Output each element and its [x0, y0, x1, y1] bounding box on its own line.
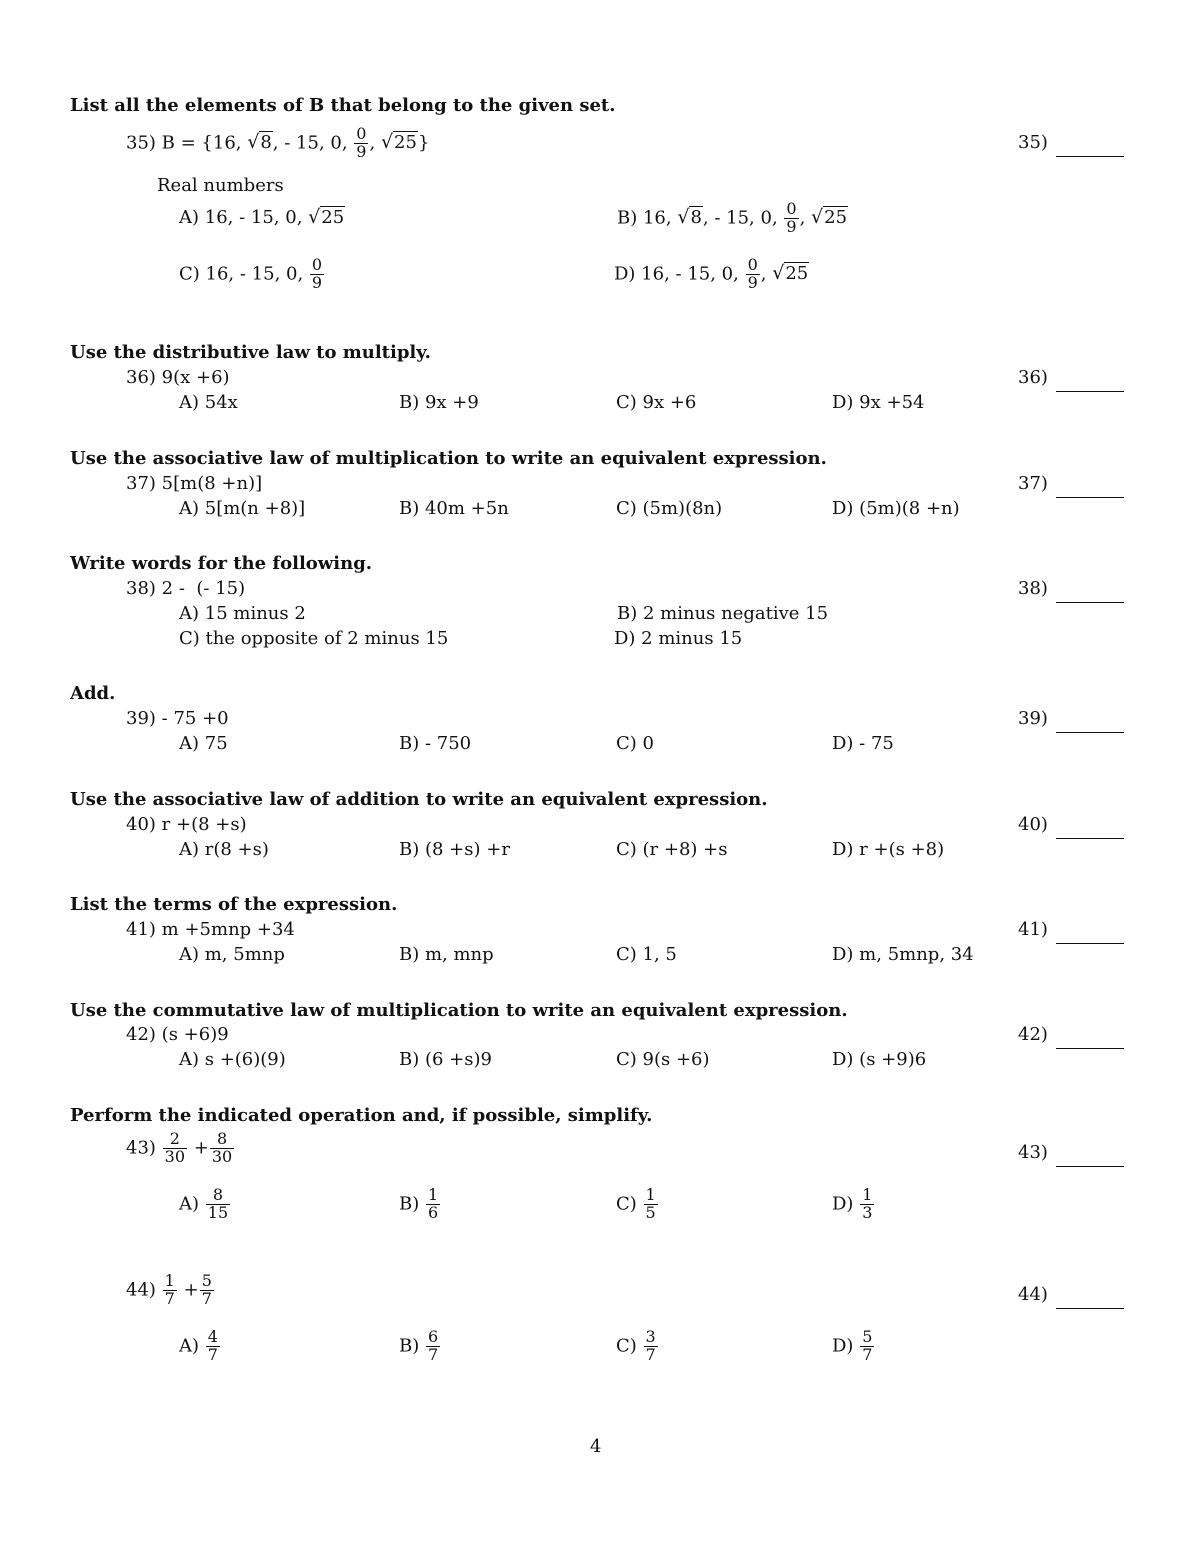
answer-blank[interactable] [1056, 1166, 1124, 1167]
option-b[interactable]: B) $\frac{6}{7}$ [399, 1327, 439, 1364]
option-c[interactable]: C) 9x +6 [616, 392, 697, 413]
option-d[interactable]: D) 9x +54 [832, 392, 925, 413]
answer-blank[interactable] [1056, 156, 1124, 157]
question-39: 39) - 75 +0 [126, 708, 229, 729]
section-heading: Perform the indicated operation and, if possible, simplify. [70, 1105, 653, 1126]
option-d[interactable]: D) m, 5mnp, 34 [832, 944, 974, 965]
question-41: 41) m +5mnp +34 [126, 919, 295, 940]
question-subtext: Real numbers [157, 175, 284, 196]
option-c[interactable]: C) (5m)(8n) [616, 498, 723, 519]
option-a[interactable]: A) $\frac{8}{15}$ [179, 1185, 229, 1222]
section-heading: Use the distributive law to multiply. [70, 342, 431, 363]
option-a[interactable]: A) $\frac{4}{7}$ [179, 1327, 218, 1364]
answer-blank[interactable] [1056, 838, 1124, 839]
answer-label: 35) [1018, 132, 1048, 153]
answer-label: 43) [1018, 1142, 1048, 1163]
section-heading: Add. [70, 683, 116, 704]
option-c[interactable]: C) 9(s +6) [616, 1049, 710, 1070]
question-43: 43) $\frac{2}{30}$ + $\frac{8}{30}$ [126, 1129, 233, 1166]
answer-blank[interactable] [1056, 732, 1124, 733]
option-c[interactable]: C) 0 [616, 733, 654, 754]
option-b[interactable]: B) 16, √8, - 15, 0, $\frac{0}{9}$ , √25 [617, 199, 848, 236]
option-d[interactable]: D) 2 minus 15 [614, 628, 743, 649]
answer-label: 42) [1018, 1024, 1048, 1045]
option-a[interactable]: A) 15 minus 2 [179, 603, 306, 624]
answer-blank[interactable] [1056, 602, 1124, 603]
option-b[interactable]: B) 9x +9 [399, 392, 479, 413]
question-38: 38) 2 - (- 15) [126, 578, 246, 599]
option-b[interactable]: B) m, mnp [399, 944, 494, 965]
option-a[interactable]: A) 75 [179, 733, 228, 754]
option-a[interactable]: A) r(8 +s) [179, 839, 269, 860]
fraction: $\frac{0}{9}$ [311, 255, 323, 292]
option-c[interactable]: C) $\frac{1}{5}$ [616, 1185, 656, 1222]
option-b[interactable]: B) 40m +5n [399, 498, 509, 519]
section-heading: Write words for the following. [70, 553, 373, 574]
answer-blank[interactable] [1056, 943, 1124, 944]
page-number: 4 [590, 1436, 602, 1457]
fraction: $\frac{0}{9}$ [356, 124, 367, 161]
option-a[interactable]: A) m, 5mnp [179, 944, 285, 965]
question-44: 44) $\frac{1}{7}$ + $\frac{5}{7}$ [126, 1271, 212, 1308]
answer-label: 40) [1018, 814, 1048, 835]
option-d[interactable]: D) (s +9)6 [832, 1049, 927, 1070]
option-c[interactable]: C) 1, 5 [616, 944, 677, 965]
option-d[interactable]: D) - 75 [832, 733, 894, 754]
question-40: 40) r +(8 +s) [126, 814, 247, 835]
option-a[interactable]: A) s +(6)(9) [179, 1049, 286, 1070]
option-c[interactable]: C) (r +8) +s [616, 839, 728, 860]
option-d[interactable]: D) $\frac{1}{3}$ [832, 1185, 873, 1222]
answer-label: 44) [1018, 1284, 1048, 1305]
question-36: 36) 9(x +6) [126, 367, 230, 388]
option-b[interactable]: B) 2 minus negative 15 [617, 603, 829, 624]
answer-label: 36) [1018, 367, 1048, 388]
option-c[interactable]: C) the opposite of 2 minus 15 [179, 628, 449, 649]
option-a[interactable]: A) 54x [179, 392, 238, 413]
question-35: 35) B = {16, √8, - 15, 0, $\frac{0}{9}$ , √25} [126, 124, 430, 161]
answer-label: 37) [1018, 473, 1048, 494]
section-heading: Use the associative law of addition to write an equivalent expression. [70, 789, 768, 810]
answer-label: 38) [1018, 578, 1048, 599]
section-heading: List all the elements of B that belong to the given set. [70, 95, 616, 116]
section-heading: Use the commutative law of multiplication to write an equivalent expression. [70, 1000, 848, 1021]
option-c[interactable]: C) $\frac{3}{7}$ [616, 1327, 656, 1364]
option-c[interactable]: C) 16, - 15, 0, $\frac{0}{9}$ [179, 255, 323, 292]
answer-label: 41) [1018, 919, 1048, 940]
option-b[interactable]: B) $\frac{1}{6}$ [399, 1185, 439, 1222]
fraction: $\frac{0}{9}$ [786, 199, 797, 236]
option-d[interactable]: D) 16, - 15, 0, $\frac{0}{9}$ , √25 [614, 255, 809, 292]
answer-blank[interactable] [1056, 1308, 1124, 1309]
answer-label: 39) [1018, 708, 1048, 729]
answer-blank[interactable] [1056, 1048, 1124, 1049]
section-heading: Use the associative law of multiplication to write an equivalent expression. [70, 448, 827, 469]
option-d[interactable]: D) $\frac{5}{7}$ [832, 1327, 873, 1364]
option-a[interactable]: A) 16, - 15, 0, √25 [179, 206, 345, 228]
option-b[interactable]: B) (6 +s)9 [399, 1049, 492, 1070]
answer-blank[interactable] [1056, 497, 1124, 498]
question-37: 37) 5[m(8 +n)] [126, 473, 263, 494]
option-d[interactable]: D) (5m)(8 +n) [832, 498, 960, 519]
option-a[interactable]: A) 5[m(n +8)] [179, 498, 306, 519]
question-42: 42) (s +6)9 [126, 1024, 229, 1045]
answer-blank[interactable] [1056, 391, 1124, 392]
option-b[interactable]: B) - 750 [399, 733, 472, 754]
option-b[interactable]: B) (8 +s) +r [399, 839, 510, 860]
section-heading: List the terms of the expression. [70, 894, 398, 915]
fraction: $\frac{0}{9}$ [747, 255, 758, 292]
option-d[interactable]: D) r +(s +8) [832, 839, 945, 860]
